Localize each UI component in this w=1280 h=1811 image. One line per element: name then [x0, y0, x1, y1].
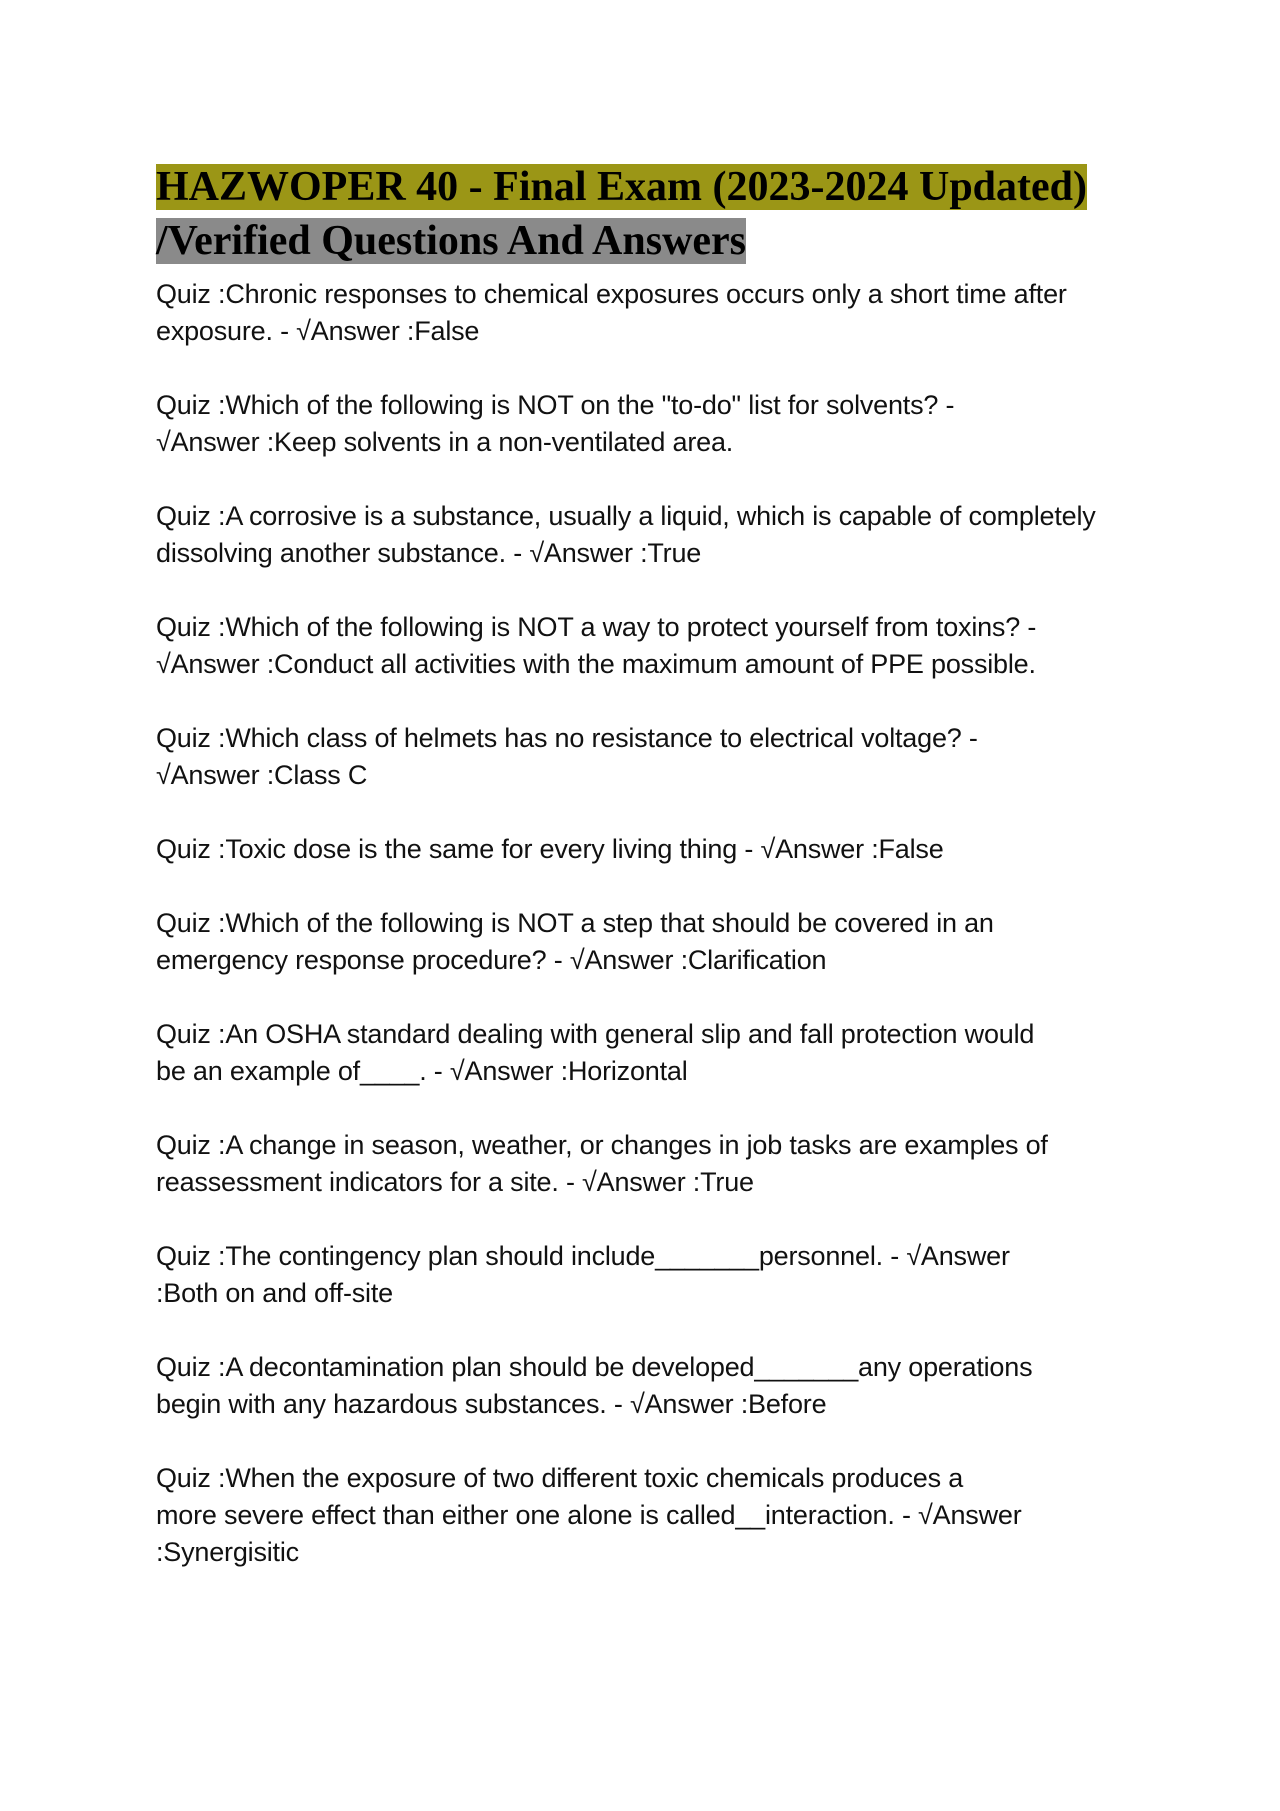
document-page	[156, 160, 1136, 1608]
qa-item: Quiz :A change in season, weather, or changes in job tasks are examples of reassessment indicators for a site. - √Answer :True	[156, 1130, 1048, 1197]
qa-item: Quiz :Toxic dose is the same for every living thing - √Answer :False	[156, 834, 944, 864]
qa-item: Quiz :When the exposure of two different toxic chemicals produces a more severe effect than either one alone is called__interaction. - √Answer :Synergisitic	[156, 1463, 1022, 1567]
document-title	[156, 160, 1136, 268]
qa-item: Quiz :Which of the following is NOT a step that should be covered in an emergency response procedure? - √Answer :Clarification	[156, 908, 994, 975]
qa-item: Quiz :An OSHA standard dealing with general slip and fall protection would be an example of____. - √Answer :Horizontal	[156, 1019, 1035, 1086]
title-line-1: HAZWOPER 40 - Final Exam (2023-2024 Updated)	[156, 164, 1088, 210]
qa-item: Quiz :Which of the following is NOT on the "to-do" list for solvents? - √Answer :Keep solvents in a non-ventilated area.	[156, 390, 955, 457]
qa-item: Quiz :Which of the following is NOT a way to protect yourself from toxins? - √Answer :Conduct all activities with the maximum amount of PPE possible.	[156, 612, 1037, 679]
qa-item: Quiz :A decontamination plan should be developed_______any operations begin with any hazardous substances. - √Answer :Before	[156, 1352, 1033, 1419]
title-line-2: /Verified Questions And Answers	[156, 218, 747, 264]
qa-item: Quiz :Chronic responses to chemical exposures occurs only a short time after exposure. - √Answer :False	[156, 279, 1067, 346]
qa-item: Quiz :A corrosive is a substance, usually a liquid, which is capable of completely dissolving another substance. - √Answer :True	[156, 501, 1096, 568]
qa-item: Quiz :Which class of helmets has no resistance to electrical voltage? - √Answer :Class C	[156, 723, 978, 790]
qa-list	[156, 276, 1136, 1571]
qa-item: Quiz :The contingency plan should include_______personnel. - √Answer :Both on and off-site	[156, 1241, 1010, 1308]
